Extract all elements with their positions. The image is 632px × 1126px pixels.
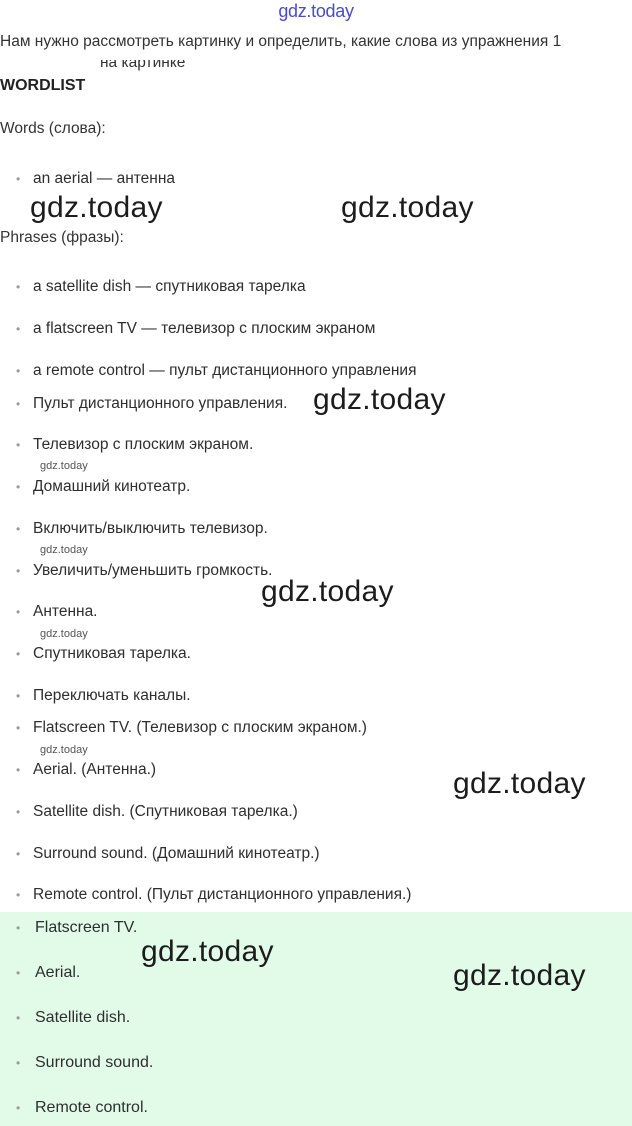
item-text: Remote control. (Пульт дистанционного управления.) [33,886,412,903]
answer-item [16,919,137,937]
list-item [16,687,191,705]
watermark-small: gdz.today [40,628,88,640]
list-item [16,603,98,621]
watermark: gdz.today [141,935,274,968]
bullet-icon: • [16,966,21,980]
intro-text: Нам нужно рассмотреть картинку и определить, какие слова из упражнения 1 [0,33,562,50]
item-text: Flatscreen TV. (Телевизор с плоским экраном.) [33,719,367,736]
item-text: Включить/выключить телевизор. [33,520,268,537]
bullet-icon: • [16,888,21,902]
watermark: gdz.today [30,191,163,224]
bullet-icon: • [16,322,21,336]
item-text: a flatscreen TV — телевизор с плоским экраном [33,320,376,337]
watermark: gdz.today [453,959,586,992]
watermark: gdz.today [453,767,586,800]
item-text: Surround sound. [35,1054,154,1071]
bullet-icon: • [16,1101,21,1115]
item-text: Антенна. [33,603,98,620]
bullet-icon: • [16,480,21,494]
bullet-icon: • [16,847,21,861]
bullet-icon: • [16,364,21,378]
words-label: Words (слова): [0,120,106,137]
list-item [16,520,268,538]
item-text: Flatscreen TV. [35,919,138,936]
list-item [16,645,191,663]
bullet-icon: • [16,397,21,411]
item-text: Спутниковая тарелка. [33,645,191,662]
item-text: Surround sound. (Домашний кинотеатр.) [33,845,320,862]
item-text: a remote control — пульт дистанционного управления [33,362,417,379]
bullet-icon: • [16,564,21,578]
item-text: Домашний кинотеатр. [33,478,191,495]
list-item [16,761,156,779]
cut-off-text: на картинке [100,60,186,71]
item-text: Пульт дистанционного управления. [33,395,288,412]
item-text: Aerial. [35,964,81,981]
phrases-label: Phrases (фразы): [0,229,124,246]
bullet-icon: • [16,605,21,619]
item-text: a satellite dish — спутниковая тарелка [33,278,306,295]
list-item [16,395,287,413]
bullet-icon: • [16,438,21,452]
answer-item [16,1054,153,1072]
list-item [16,845,320,863]
list-item [16,362,416,380]
answer-item [16,1009,130,1027]
answer-item [16,1099,148,1117]
cut-off-line [0,60,632,74]
bullet-icon: • [16,522,21,536]
bullet-icon: • [16,172,21,186]
list-item [16,886,411,904]
bullet-icon: • [16,805,21,819]
list-item [16,320,375,338]
answer-item [16,964,80,982]
list-item [16,803,298,821]
bullet-icon: • [16,280,21,294]
bullet-icon: • [16,921,21,935]
list-item [16,436,253,454]
item-text: Satellite dish. (Спутниковая тарелка.) [33,803,298,820]
bullet-icon: • [16,721,21,735]
list-item [16,278,306,296]
bullet-icon: • [16,689,21,703]
list-item [16,562,272,580]
item-text: Remote control. [35,1099,148,1116]
watermark-small: gdz.today [40,460,88,472]
bullet-icon: • [16,1056,21,1070]
watermark-small: gdz.today [40,744,88,756]
watermark: gdz.today [261,575,394,608]
list-item [16,478,190,496]
item-text: Телевизор с плоским экраном. [33,436,254,453]
bullet-icon: • [16,1011,21,1025]
bullet-icon: • [16,763,21,777]
item-text: Переключать каналы. [33,687,191,704]
bullet-icon: • [16,647,21,661]
item-text: Satellite dish. [35,1009,131,1026]
list-item [16,719,367,737]
watermark: gdz.today [313,383,446,416]
item-text: an aerial — антенна [33,170,176,187]
list-item [16,170,175,188]
site-logo[interactable]: gdz.today [278,1,354,21]
wordlist-heading: WORDLIST [0,77,86,94]
watermark: gdz.today [341,191,474,224]
item-text: Aerial. (Антенна.) [33,761,157,778]
item-text: Увеличить/уменьшить громкость. [33,562,273,579]
watermark-small: gdz.today [40,544,88,556]
